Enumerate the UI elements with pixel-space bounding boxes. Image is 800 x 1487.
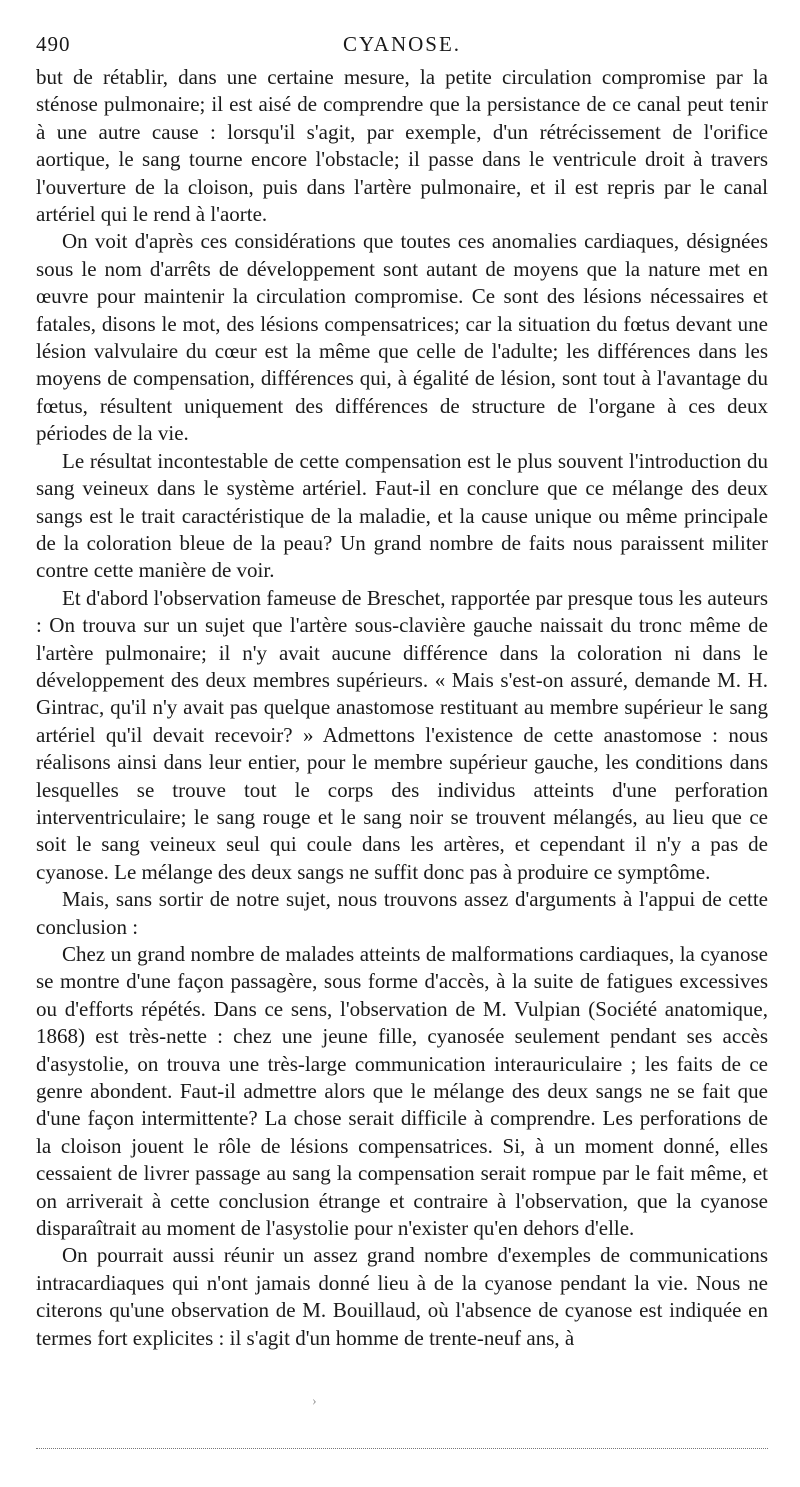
paragraph-4: Et d'abord l'observation fameuse de Breschet, rapportée par presque tous les auteurs : On trouva sur un sujet que l'artère sous-clavière gauche naissait du tronc même de l'artère pulmonaire; il n'y avait aucune différence dans la coloration ni dans le développement des deux membres supérieurs. « Mais s'est-on assuré, demande M. H. Gintrac, qu'il n'y avait pas quelque anastomose restituant au membre supérieur le sang artériel qu'il devait recevoir? » Admettons l'existence de cette anastomose : nous réalisons ainsi dans leur entier, pour le membre supérieur gauche, les conditions dans lesquelles se trouve tout le corps des individus atteints d'une perforation interventriculaire; le sang rouge et le sang noir se trouvent mélangés, au lieu que ce soit le sang veineux seul qui coule dans les artères, et cependant il n'y a pas de cyanose. Le mélange des deux sangs ne suffit donc pas à produire ce symptôme.	[36, 585, 768, 884]
body-text	[36, 64, 768, 1352]
paragraph-7: On pourrait aussi réunir un assez grand nombre d'exemples de communications intracardiaques qui n'ont jamais donné lieu à de la cyanose pendant la vie. Nous ne citerons qu'une observation de M. Bouillaud, où l'absence de cyanose est indiquée en termes fort explicites : il s'agit d'un homme de trente-neuf ans, à	[36, 1243, 768, 1350]
footer-dotted-rule	[36, 1448, 768, 1449]
page-number: 490	[36, 32, 71, 56]
paragraph-2: On voit d'après ces considérations que toutes ces anomalies cardiaques, désignées sous le nom d'arrêts de développement sont autant de moyens que la nature met en œuvre pour maintenir la circulation compromise. Ce sont des lésions nécessaires et fatales, disons le mot, des lésions compensatrices; car la situation du fœtus devant une lésion valvulaire du cœur est la même que celle de l'adulte; les différences dans les moyens de compensation, différences qui, à égalité de lésion, sont tout à l'avantage du fœtus, résultent uniquement des différences de structure de l'organe à ces deux périodes de la vie.	[36, 229, 768, 446]
document-page	[36, 28, 768, 1352]
paragraph-6: Chez un grand nombre de malades atteints de malformations cardiaques, la cyanose se montre d'une façon passagère, sous forme d'accès, à la suite de fatigues excessives ou d'efforts répétés. Dans ce sens, l'observation de M. Vulpian (Société anatomique, 1868) est très-nette : chez une jeune fille, cyanosée seulement pendant ses accès d'asystolie, on trouva une très-large communication interauriculaire ; les faits de ce genre abondent. Faut-il admettre alors que le mélange des deux sangs ne se fait que d'une façon intermittente? La chose serait difficile à comprendre. Les perforations de la cloison jouent le rôle de lésions compensatrices. Si, à un moment donné, elles cessaient de livrer passage au sang la compensation serait rompue par le fait même, et on arriverait à cette conclusion étrange et contraire à l'observation, que la cyanose disparaîtrait au moment de l'asystolie pour n'exister qu'en dehors d'elle.	[36, 942, 768, 1241]
stray-mark: ›	[312, 1394, 317, 1409]
paragraph-1: but de rétablir, dans une certaine mesure, la petite circulation compromise par la sténose pulmonaire; il est aisé de comprendre que la persistance de ce canal peut tenir à une autre cause : lorsqu'il s'agit, par exemple, d'un rétrécissement de l'orifice aortique, le sang tourne encore l'obstacle; il passe dans le ventricule droit à travers l'ouverture de la cloison, puis dans l'artère pulmonaire, et il est repris par le canal artériel qui le rend à l'aorte.	[36, 65, 768, 227]
running-head	[36, 28, 768, 64]
paragraph-3: Le résultat incontestable de cette compensation est le plus souvent l'introduction du sang veineux dans le système artériel. Faut-il en conclure que ce mélange des deux sangs est le trait caractéristique de la maladie, et la cause unique ou même principale de la coloration bleue de la peau? Un grand nombre de faits nous paraissent militer contre cette manière de voir.	[36, 448, 768, 583]
running-title: CYANOSE.	[342, 32, 462, 56]
paragraph-5: Mais, sans sortir de notre sujet, nous trouvons assez d'arguments à l'appui de cette conclusion :	[36, 887, 768, 939]
